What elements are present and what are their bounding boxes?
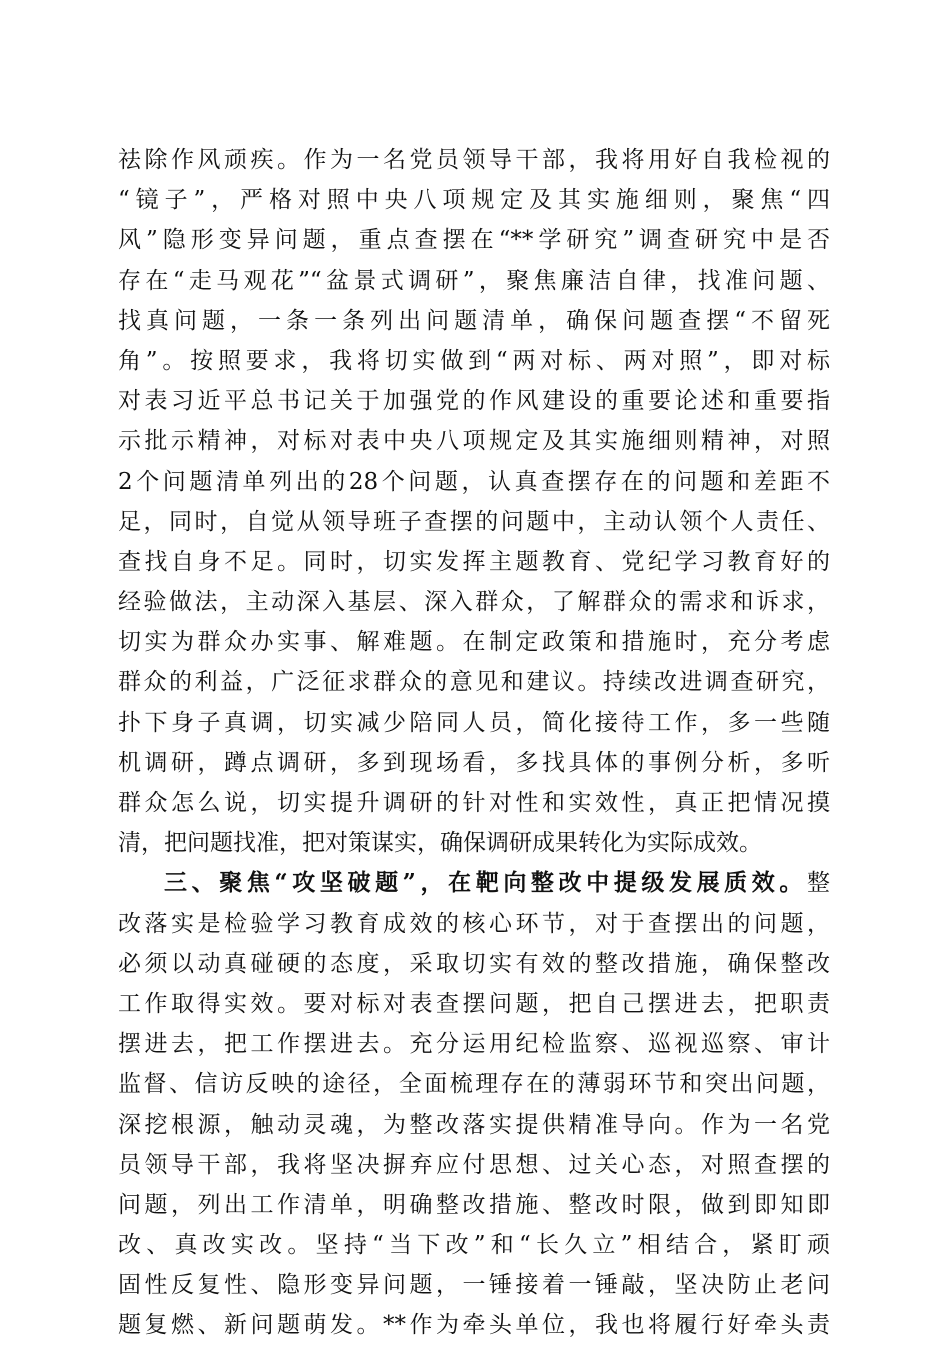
text-line: 查找自身不足。同时，切实发挥主题教育、党纪学习教育好的 [118,548,830,575]
text-line: 必须以动真碰硬的态度，采取切实有效的整改措施，确保整改 [118,950,830,977]
text-line: 角”。按照要求，我将切实做到“两对标、两对照”，即对标 [118,347,830,374]
text-line: 摆进去，把工作摆进去。充分运用纪检监察、巡视巡察、审计 [118,1031,830,1058]
text-line: 固性反复性、隐形变异问题，一锤接着一锤敲，坚决防止老问 [118,1272,830,1299]
body-text [118,140,830,1346]
text-line: 深挖根源，触动灵魂，为整改落实提供精准导向。作为一名党 [118,1111,830,1138]
text-line: 经验做法，主动深入基层、深入群众，了解群众的需求和诉求， [118,589,830,616]
text-line: 工作取得实效。要对标对表查摆问题，把自己摆进去，把职责 [118,990,830,1017]
text-line: 改、真改实改。坚持“当下改”和“长久立”相结合，紧盯顽 [118,1232,830,1259]
text-line: 扑下身子真调，切实减少陪同人员，简化接待工作，多一些随 [118,709,830,736]
section-heading-line [118,863,830,903]
text-line: 改落实是检验学习教育成效的核心环节，对于查摆出的问题， [118,910,830,937]
text-line: 示批示精神，对标对表中央八项规定及其实施细则精神，对照 [118,428,830,455]
text-line: 找真问题，一条一条列出问题清单，确保问题查摆“不留死 [118,307,830,334]
text-line: 监督、信访反映的途径，全面梳理存在的薄弱环节和突出问题， [118,1071,830,1098]
text-line: 群众的利益，广泛征求群众的意见和建议。持续改进调查研究， [118,669,830,696]
text-line: 问题，列出工作清单，明确整改措施、整改时限，做到即知即 [118,1191,830,1218]
text-line: 切实为群众办实事、解难题。在制定政策和措施时，充分考虑 [118,629,830,656]
section-heading-tail: 整 [807,870,830,897]
text-line: 员领导干部，我将坚决摒弃应付思想、过关心态，对照查摆的 [118,1151,830,1178]
text-line: 清，把问题找准，把对策谋实，确保调研成果转化为实际成效。 [118,830,762,857]
text-line: “镜子”，严格对照中央八项规定及其实施细则，聚焦“四 [118,187,830,214]
text-line: 风”隐形变异问题，重点查摆在“**学研究”调查研究中是否 [118,227,830,254]
text-line: 2个问题清单列出的28个问题，认真查摆存在的问题和差距不 [118,468,830,495]
text-line: 祛除作风顽疾。作为一名党员领导干部，我将用好自我检视的 [118,147,830,173]
section-heading: 三、聚焦“攻坚破题”，在靶向整改中提级发展质效。 [164,869,807,897]
text-line: 机调研，蹲点调研，多到现场看，多找具体的事例分析，多听 [118,749,830,776]
text-line: 足，同时，自觉从领导班子查摆的问题中，主动认领个人责任、 [118,508,830,535]
text-line: 对表习近平总书记关于加强党的作风建设的重要论述和重要指 [118,388,830,415]
text-line: 存在“走马观花”“盆景式调研”，聚焦廉洁自律，找准问题、 [118,267,830,294]
text-line: 题复燃、新问题萌发。**作为牵头单位，我也将履行好牵头责 [118,1312,830,1339]
text-line: 群众怎么说，切实提升调研的针对性和实效性，真正把情况摸 [118,790,830,816]
